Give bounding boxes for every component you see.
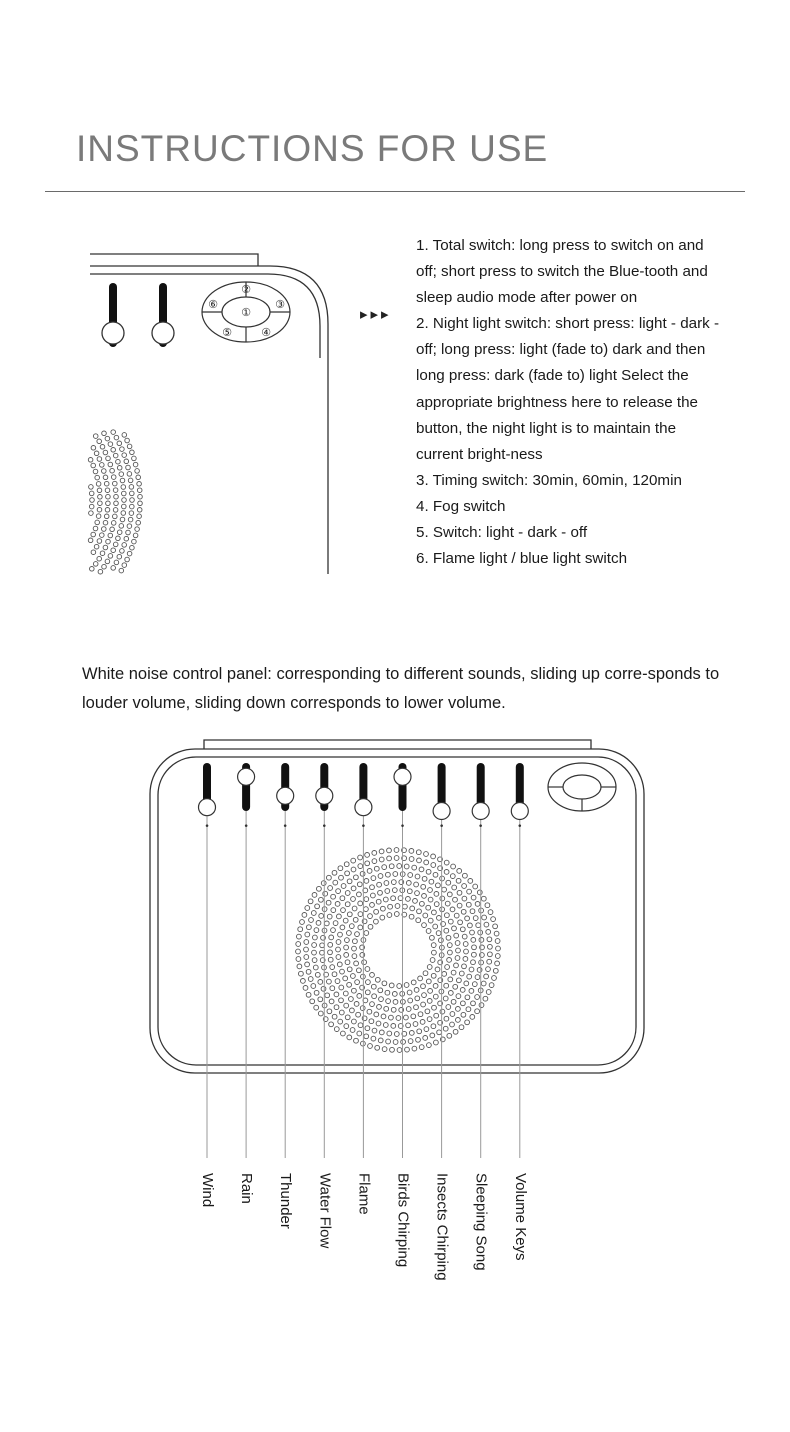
slider-rain[interactable] — [238, 763, 255, 1158]
slider-knob[interactable] — [199, 799, 216, 816]
instruction-item: 3. Timing switch: 30min, 60min, 120min — [416, 471, 682, 489]
slider-label: Wind — [199, 1173, 216, 1208]
button-5-number: ⑤ — [222, 326, 232, 339]
top-slider-1[interactable] — [102, 283, 124, 347]
instruction-item: 5. Switch: light - dark - off — [416, 524, 588, 542]
page-title: INSTRUCTIONS FOR USE — [76, 128, 549, 169]
slider-thunder[interactable] — [277, 763, 294, 1158]
slider-label: Thunder — [277, 1173, 295, 1229]
speaker-grille — [88, 430, 142, 574]
device-top-illustration — [0, 220, 360, 590]
title-divider — [45, 191, 745, 192]
thunder-icon: • — [282, 822, 288, 832]
slider-knob[interactable] — [433, 803, 450, 820]
slider-birds-chirping[interactable] — [394, 763, 411, 1158]
button-4-number: ④ — [261, 326, 271, 339]
arrow-icon: ▸▸▸ — [360, 306, 392, 323]
slider-knob[interactable] — [511, 803, 528, 820]
slider-label: Volume Keys — [511, 1173, 529, 1261]
instruction-item: 6. Flame light / blue light switch — [416, 550, 628, 568]
button-6-number: ⑥ — [208, 298, 218, 311]
insects-icon: • — [438, 822, 445, 832]
panel-button-ring[interactable] — [548, 763, 616, 811]
slider-knob[interactable] — [355, 799, 372, 816]
slider-label: Rain — [238, 1173, 256, 1204]
slider-insects-chirping[interactable] — [433, 763, 450, 1158]
button-2-number: ② — [241, 283, 251, 296]
button-3-number: ③ — [275, 298, 285, 311]
slider-knob[interactable] — [394, 768, 411, 785]
volume-icon: • — [517, 822, 523, 832]
slider-knob[interactable] — [277, 787, 294, 804]
instruction-item: 1. Total switch: long press to switch on and off; short press to switch the Blue-tooth and sleep audio mode after power on — [416, 237, 708, 307]
instructions-list — [416, 233, 726, 572]
rain-icon: • — [243, 822, 249, 832]
slider-volume-keys[interactable] — [511, 763, 528, 1158]
slider-label: Sleeping Song — [472, 1173, 490, 1271]
slider-flame[interactable] — [355, 763, 372, 1158]
top-slider-2[interactable] — [152, 283, 174, 347]
flame-icon: • — [360, 822, 367, 832]
slider-label: Insects Chirping — [433, 1173, 451, 1281]
slider-wind[interactable] — [199, 763, 216, 1158]
instruction-item: 2. Night light switch: short press: light - dark - off; long press: light (fade to) dark and then long press: dark (fade to) light Select the appropriate brightness here to release the button, the night light is to maintain the current bright-ness — [416, 315, 720, 463]
slider-knob[interactable] — [238, 768, 255, 785]
slider-knob[interactable] — [472, 803, 489, 820]
panel-speaker-grille — [296, 848, 501, 1053]
slider-water-flow[interactable] — [316, 763, 333, 1158]
slider-label: Birds Chirping — [394, 1173, 412, 1268]
slider-label: Flame — [355, 1173, 373, 1215]
wind-icon: • — [204, 822, 210, 832]
water-flow-icon: • — [321, 822, 327, 832]
slider-label: Water Flow — [316, 1173, 334, 1249]
button-1-number: ① — [241, 306, 251, 319]
birds-icon: • — [399, 822, 406, 832]
panel-description: White noise control panel: corresponding to different sounds, sliding up corre-sponds to louder volume, sliding down corresponds to lower volume. — [82, 665, 720, 712]
slider-knob[interactable] — [316, 787, 333, 804]
instruction-item: 4. Fog switch — [416, 497, 506, 515]
sleeping-song-icon: • — [478, 822, 484, 832]
control-panel-illustration — [0, 730, 790, 1170]
